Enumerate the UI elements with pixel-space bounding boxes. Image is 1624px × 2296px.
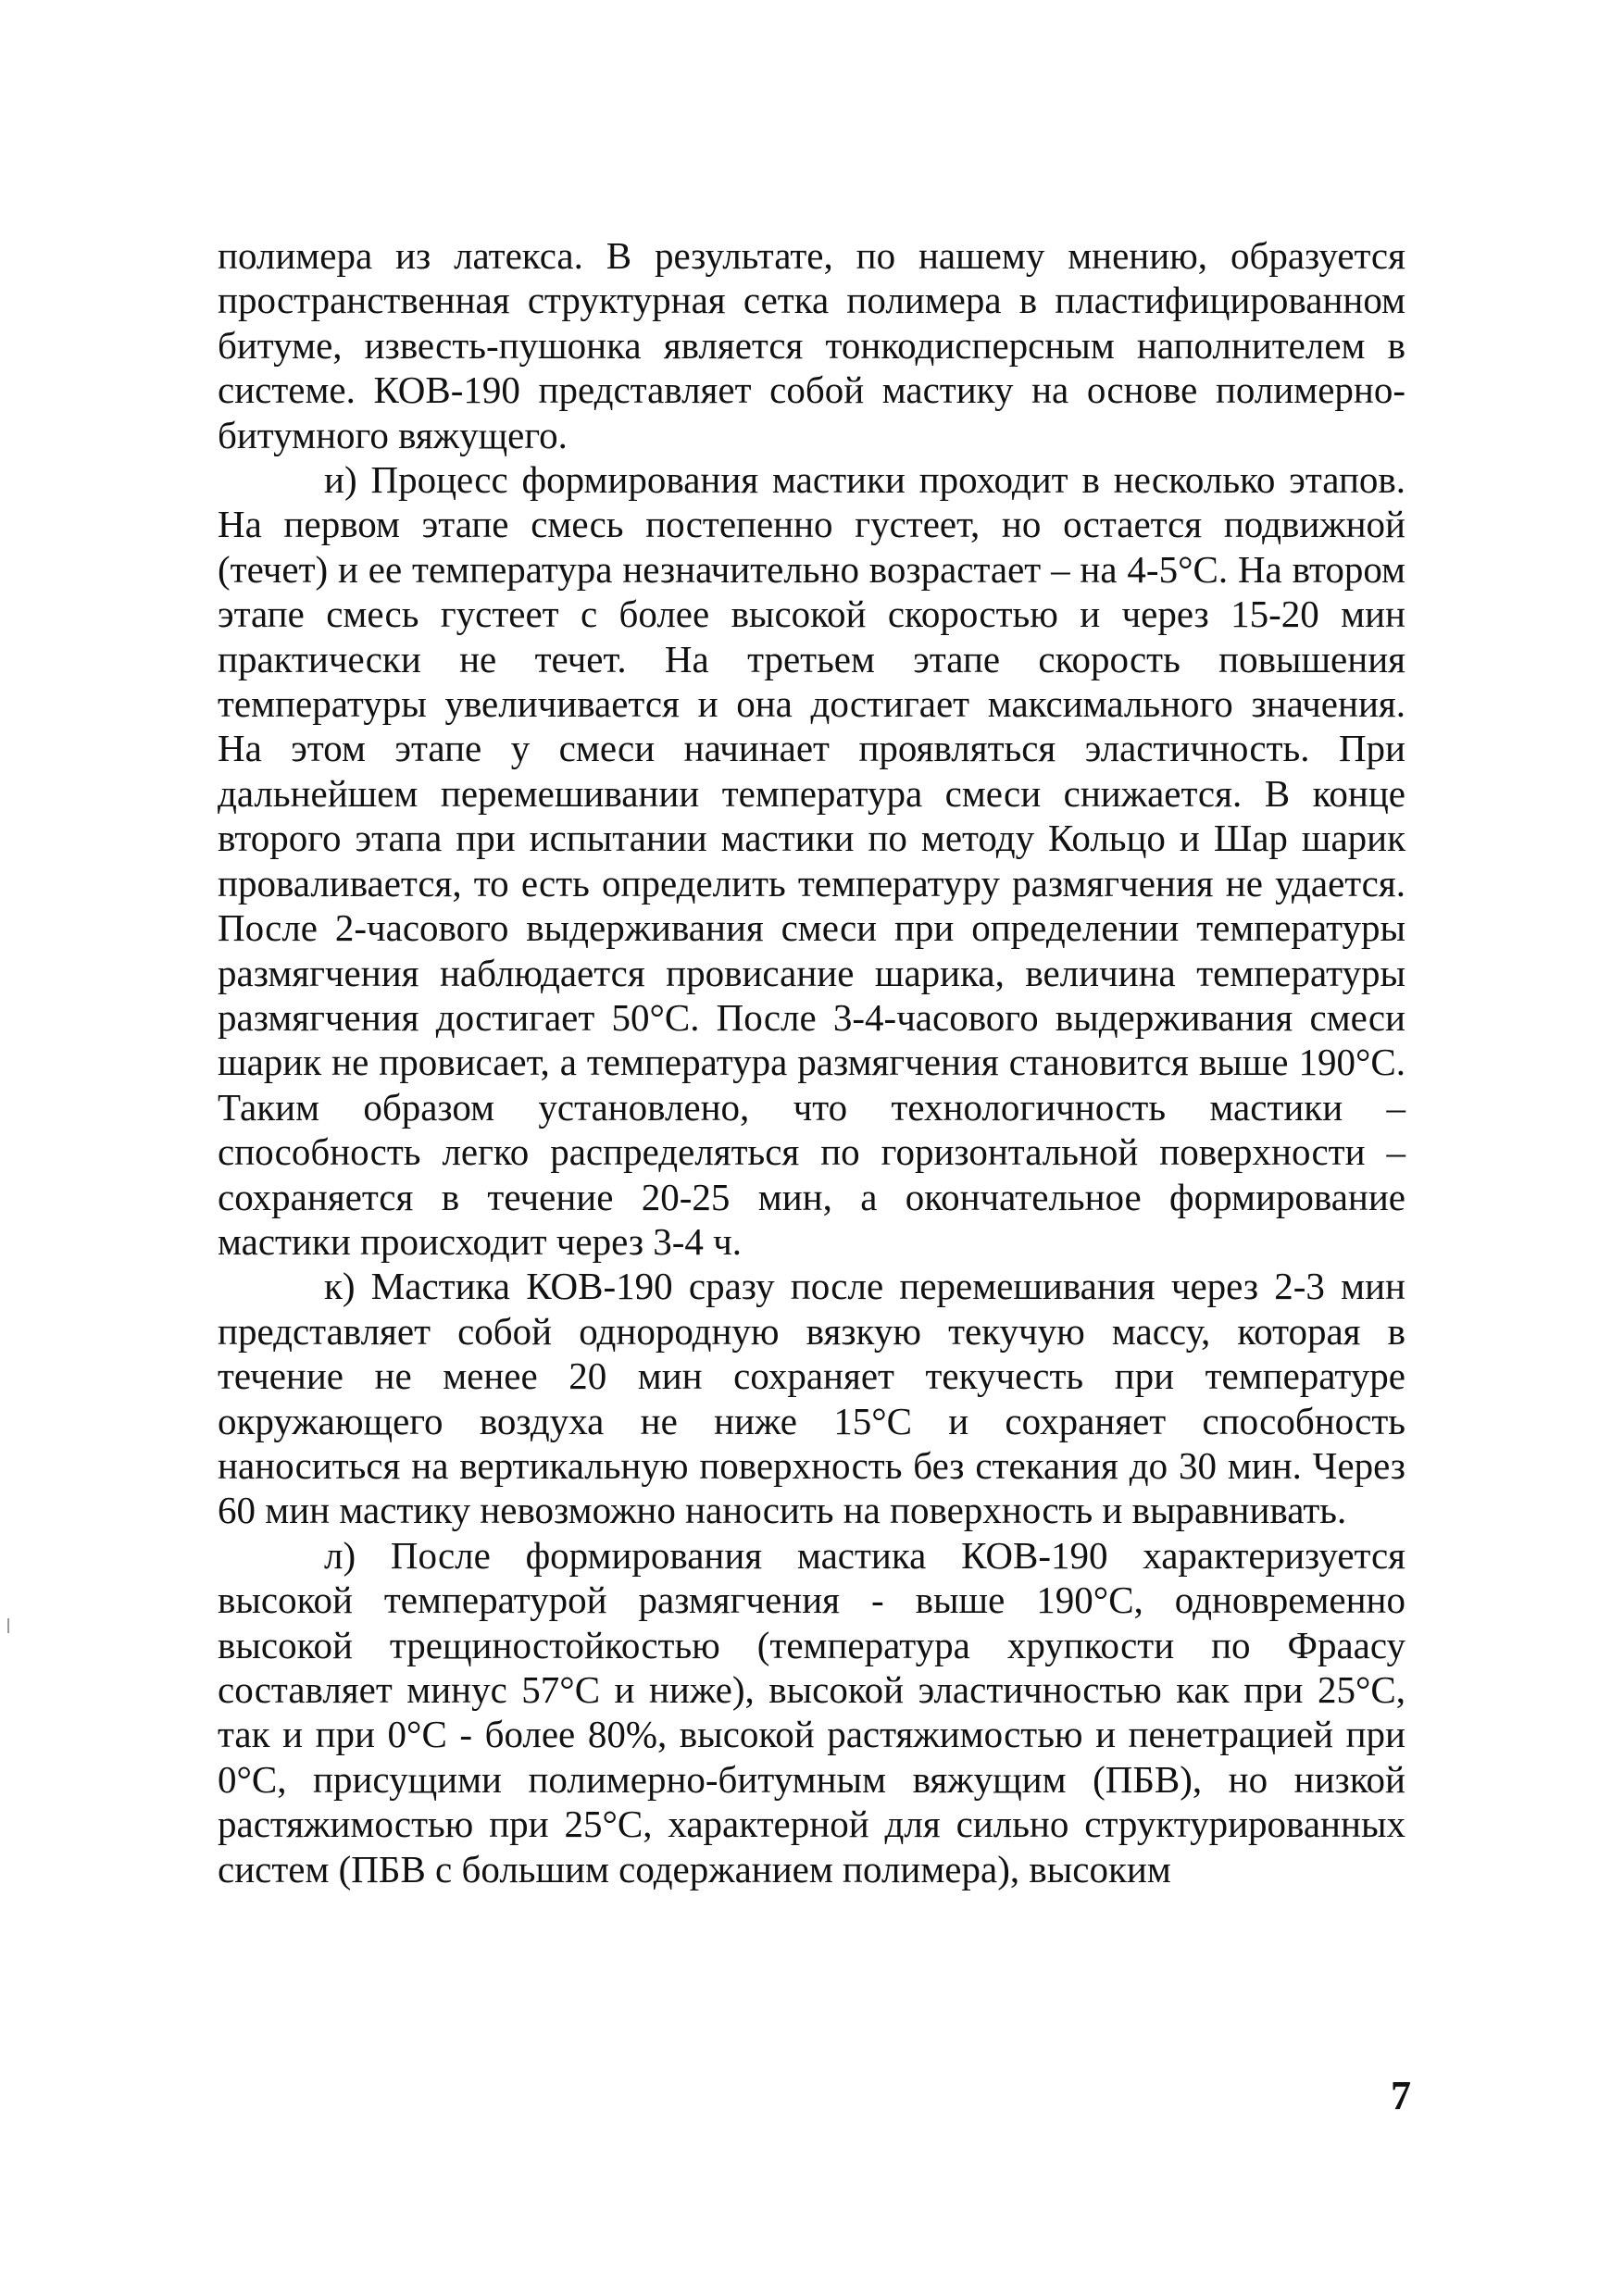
body-text bbox=[218, 233, 1405, 1891]
paragraph-item-i: и) Процесс формирования мастики проходит в несколько этапов. На первом этапе смесь постепенно густеет, но остается подвижной (течет) и ее температура незначительно возрастает – на 4-5°С. На втором этапе смесь густеет с более высокой скоростью и через 15-20 мин практически не течет. На третьем этапе скорость повышения температуры увеличивается и она достигает максимального значения. На этом этапе у смеси начинает проявляться эластичность. При дальнейшем перемешивании температура смеси снижается. В конце второго этапа при испытании мастики по методу Кольцо и Шар шарик проваливается, то есть определить температуру размягчения не удается. После 2-часового выдерживания смеси при определении температуры размягчения наблюдается провисание шарика, величина температуры размягчения достигает 50°С. После 3-4-часового выдерживания смеси шарик не провисает, а температура размягчения становится выше 190°С. Таким образом установлено, что технологичность мастики – способность легко распределяться по горизонтальной поверхности – сохраняется в течение 20-25 мин, а окончательное формирование мастики происходит через 3-4 ч. bbox=[218, 458, 1405, 1263]
paragraph-item-l: л) После формирования мастика КОВ-190 характеризуется высокой температурой размягчения - выше 190°С, одновременно высокой трещиностойкостью (температура хрупкости по Фраасу составляет минус 57°С и ниже), высокой эластичностью как при 25°С, так и при 0°С - более 80%, высокой растяжимостью и пенетрацией при 0°С, присущими полимерно-битумным вяжущим (ПБВ), но низкой растяжимостью при 25°С, характерной для сильно структурированных систем (ПБВ с большим содержанием полимера), высоким bbox=[218, 1533, 1405, 1890]
scan-margin-mark bbox=[7, 1618, 9, 1633]
paragraph-item-k: к) Мастика КОВ-190 сразу после перемешивания через 2-3 мин представляет собой однородную вязкую текучую массу, которая в течение не менее 20 мин сохраняет текучесть при температуре окружающего воздуха не ниже 15°С и сохраняет способность наноситься на вертикальную поверхность без стекания до 30 мин. Через 60 мин мастику невозможно наносить на поверхность и выравнивать. bbox=[218, 1265, 1405, 1532]
page-number: 7 bbox=[1391, 2073, 1411, 2118]
paragraph-continuation: полимера из латекса. В результате, по нашему мнению, образуется пространственная структурная сетка полимера в пластифицированном битуме, известь-пушонка является тонкодисперсным наполнителем в системе. КОВ-190 представляет собой мастику на основе полимерно-битумного вяжущего. bbox=[218, 234, 1405, 456]
